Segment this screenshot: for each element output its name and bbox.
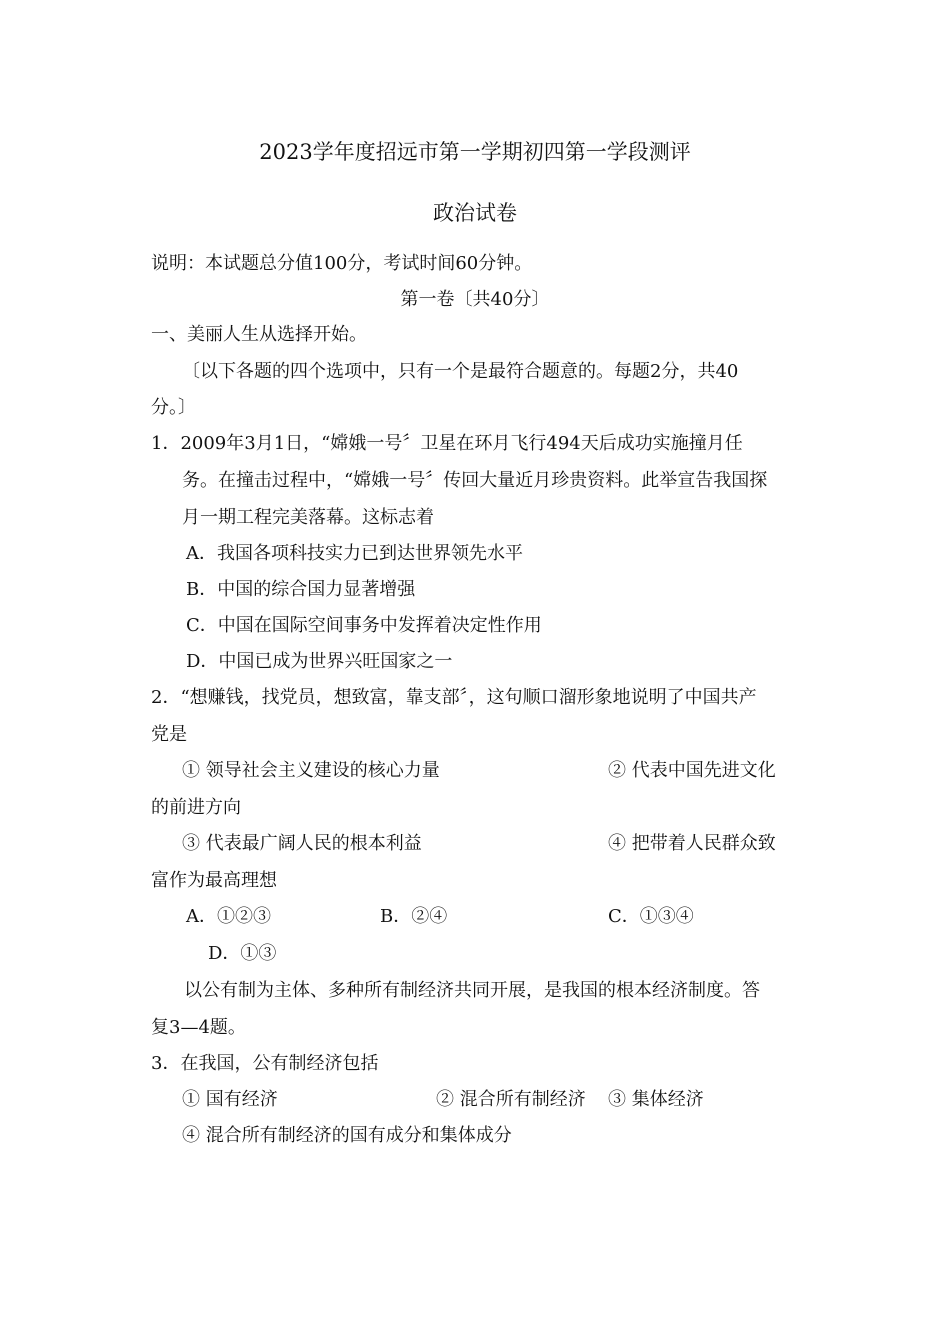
question-3-item-4: ④ 混合所有制经济的国有成分和集体成分 [182,1125,512,1146]
question-2-option-b: B．②④ [380,906,448,927]
question-2-item-2-continued: 的前进方向 [151,797,241,818]
question-2-item-3: ③ 代表最广阔人民的根本利益 [182,833,422,854]
instructions-line-1: 〔以下各题的四个选项中，只有一个是最符合题意的。每题2分，共40 [182,361,739,382]
exam-note: 说明：本试题总分值100分，考试时间60分钟。 [151,253,533,274]
instructions-line-2: 分。〕 [151,397,196,418]
question-2-option-d: D．①③ [208,943,277,964]
question-2-item-2: ② 代表中国先进文化 [608,760,776,781]
question-1-option-d: D．中国已成为世界兴旺国家之一 [186,651,453,672]
section-header: 第一卷〔共40分〕 [400,289,550,310]
question-2-stem-line-1: 2．“想赚钱，找党员，想致富，靠支部〞，这句顺口溜形象地说明了中国共产 [151,687,757,708]
question-2-stem-line-2: 党是 [151,724,187,745]
question-2-option-c: C．①③④ [608,906,694,927]
question-2-item-4-continued: 富作为最高理想 [151,870,277,891]
question-1-stem-line-2: 务。在撞击过程中，“嫦娥一号〞传回大量近月珍贵资料。此举宣告我国探 [182,470,768,491]
passage-line-2: 复3—4题。 [151,1017,246,1038]
question-1-option-b: B．中国的综合国力显著增强 [186,579,416,600]
question-1-option-c: C．中国在国际空间事务中发挥着决定性作用 [186,615,542,636]
exam-title: 2023学年度招远市第一学期初四第一学段测评 [259,140,691,164]
question-1-stem-line-1: 1．2009年3月1日，“嫦娥一号〞卫星在环月飞行494天后成功实施撞月任 [151,433,743,454]
question-3-item-1: ① 国有经济 [182,1089,278,1110]
question-1-option-a: A．我国各项科技实力已到达世界领先水平 [186,543,523,564]
question-2-item-1: ① 领导社会主义建设的核心力量 [182,760,440,781]
question-2-option-a: A．①②③ [186,906,271,927]
passage-line-1: 以公有制为主体、多种所有制经济共同开展，是我国的根本经济制度。答 [184,980,760,1001]
question-3-item-2: ② 混合所有制经济 [436,1089,586,1110]
question-3-item-3: ③ 集体经济 [608,1089,704,1110]
exam-subject: 政治试卷 [433,201,517,225]
question-2-item-4: ④ 把带着人民群众致 [608,833,776,854]
question-1-stem-line-3: 月一期工程完美落幕。这标志着 [182,507,434,528]
part-title: 一、美丽人生从选择开始。 [151,324,367,345]
question-3-stem: 3．在我国，公有制经济包括 [151,1053,379,1074]
